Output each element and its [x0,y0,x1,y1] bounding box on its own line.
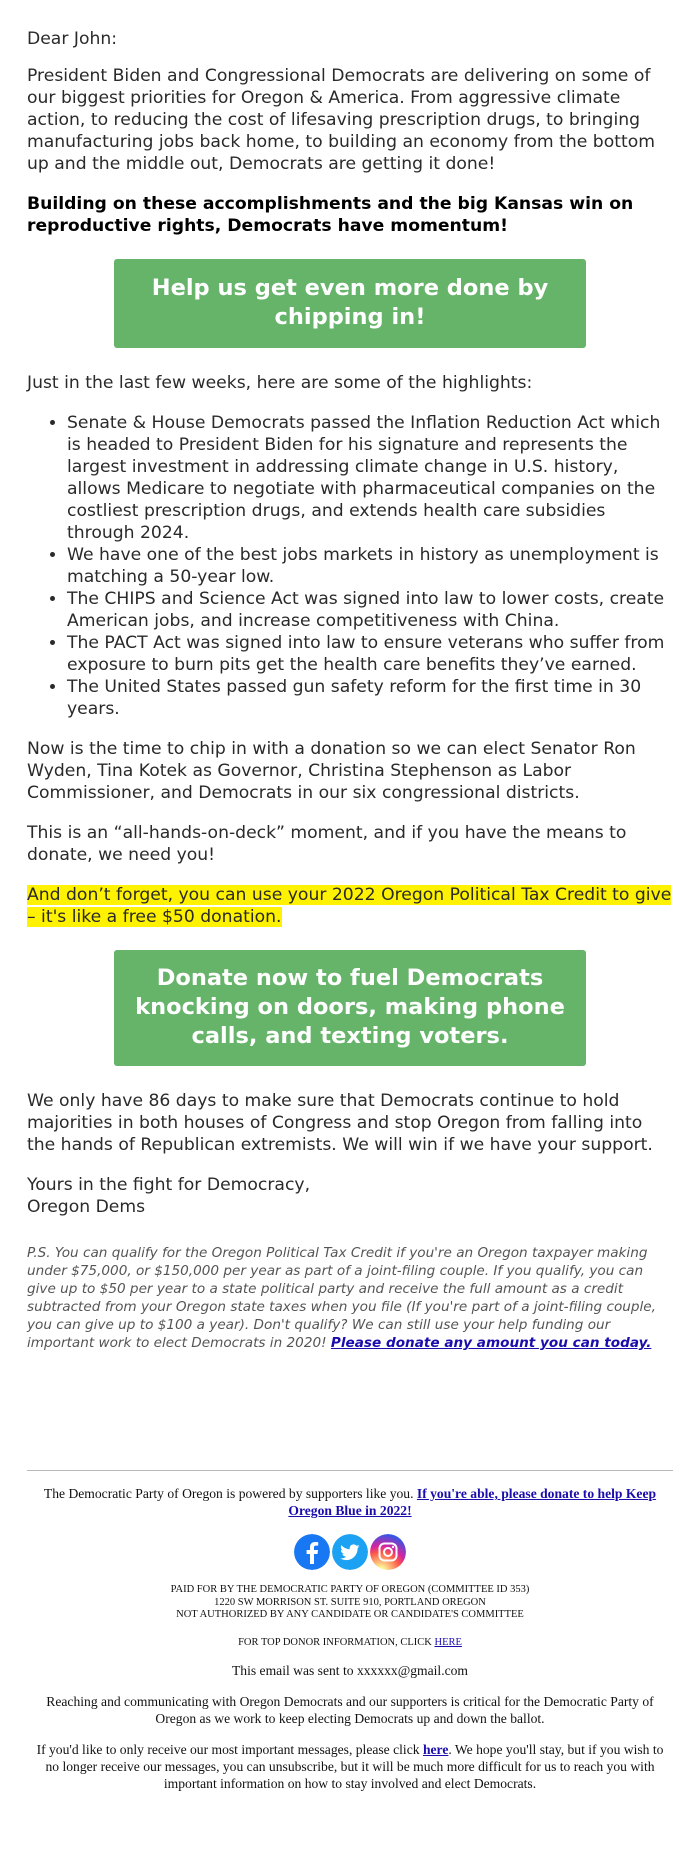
unsub-pre-text: If you'd like to only receive our most important messages, please click [36,1741,420,1757]
ps-paragraph [27,1244,673,1352]
tax-credit-paragraph [27,884,673,928]
greeting: Dear John: [27,29,118,49]
unsubscribe-preferences-link[interactable]: here [422,1741,449,1757]
signoff [27,1174,673,1218]
chip-in-button[interactable]: Help us get even more done by chipping in! [114,259,586,348]
footer [27,1470,673,1792]
paid-for-line: PAID FOR BY THE DEMOCRATIC PARTY OF OREGON (COMMITTEE ID 353) [170,1584,530,1595]
not-authorized-line: NOT AUTHORIZED BY ANY CANDIDATE OR CANDIDATE'S COMMITTEE [176,1609,524,1620]
donate-button-row [27,950,673,1066]
intro-paragraph: President Biden and Congressional Democrats are delivering on some of our biggest priorities for Oregon & America. From aggressive climate action, to reducing the cost of lifesaving prescription drugs, to bringing manufacturing jobs back home, to building an economy from the bottom up and the middle out, Democrats are getting it done! [27,66,655,174]
unsub-post-text: . We hope you'll stay, but if you wish to no longer receive our messages, you can unsubscribe, but it will be much more difficult for us to reach you with important information on how to stay involved and elect Democrats. [45,1741,664,1791]
list-item: • Senate & House Democrats passed the Inflation Reduction Act which is headed to President Biden for his signature and represents the largest investment in addressing climate change in U.S. history, allows Medicare to negotiate with pharmaceutical companies on the costliest prescription drugs, and extends health care subsidies through 2024. [67,412,673,544]
top-donor-link[interactable]: HERE [434,1636,462,1648]
top-donor-line [27,1636,673,1649]
ps-text: P.S. You can qualify for the Oregon Political Tax Credit if you're an Oregon taxpayer making under $75,000, or $150,000 per year as part of a joint-filing couple. If you qualify, you can give up to $50 per year to a state political party and receive the full amount as a credit subtracted from your Oregon state taxes when you file (If you're part of a joint-filing couple, you can give up to $100 a year). Don't qualify? We can still use your help funding our important work to elect Democrats in 2020! [27,1245,656,1351]
twitter-icon[interactable] [332,1534,368,1570]
ps-donate-link[interactable]: Please donate any amount you can today. [330,1335,652,1351]
chip-in-button-row [27,259,673,348]
sent-to-line: This email was sent to xxxxxx@gmail.com [231,1662,469,1678]
momentum-statement: Building on these accomplishments and the big Kansas win on reproductive rights, Democrats have momentum! [27,194,634,236]
reaching-paragraph: Reaching and communicating with Oregon Democrats and our supporters is critical for the Democratic Party of Oregon as we work to keep electing Democrats up and down the ballot. [46,1693,654,1726]
email-body [27,28,673,1370]
footer-lead-text: The Democratic Party of Oregon is powered by supporters like you. [43,1486,414,1501]
unsubscribe-paragraph [31,1741,669,1792]
all-hands-paragraph: This is an “all-hands-on-deck” moment, and if you have the means to donate, we need you! [27,823,627,865]
days-left-paragraph: We only have 86 days to make sure that Democrats continue to hold majorities in both houses of Congress and stop Oregon from falling into the hands of Republican extremists. We will win if we have your support. [27,1091,653,1155]
donate-now-button[interactable]: Donate now to fuel Democrats knocking on doors, making phone calls, and texting voters. [114,950,586,1066]
list-item: • The United States passed gun safety reform for the first time in 30 years. [67,676,673,720]
footer-lead [33,1485,667,1519]
list-item: • The PACT Act was signed into law to ensure veterans who suffer from exposure to burn pits get the health care benefits they’ve earned. [67,632,673,676]
social-links [27,1534,673,1570]
chip-in-paragraph: Now is the time to chip in with a donation so we can elect Senator Ron Wyden, Tina Kotek as Governor, Christina Stephenson as Labor Commissioner, and Democrats in our six congressional districts. [27,739,636,803]
highlights-list [27,412,673,720]
list-item: • The CHIPS and Science Act was signed into law to lower costs, create American jobs, and increase competitiveness with China. [67,588,673,632]
top-donor-text: FOR TOP DONOR INFORMATION, CLICK [238,1636,432,1648]
signoff-line: Yours in the fight for Democracy, [27,1175,311,1195]
tax-credit-highlight: And don’t forget, you can use your 2022 Oregon Political Tax Credit to give – it's like a free $50 donation. [27,885,672,927]
facebook-icon[interactable] [294,1534,330,1570]
highlights-intro: Just in the last few weeks, here are some of the highlights: [27,373,533,393]
address-line: 1220 SW MORRISON ST. SUITE 910, PORTLAND OREGON [214,1596,486,1608]
signoff-name: Oregon Dems [27,1197,146,1217]
footer-donate-link[interactable]: If you're able, please donate to help Keep Oregon Blue in 2022! [288,1486,657,1518]
instagram-icon[interactable] [370,1534,406,1570]
list-item: • We have one of the best jobs markets in history as unemployment is matching a 50-year low. [67,544,673,588]
